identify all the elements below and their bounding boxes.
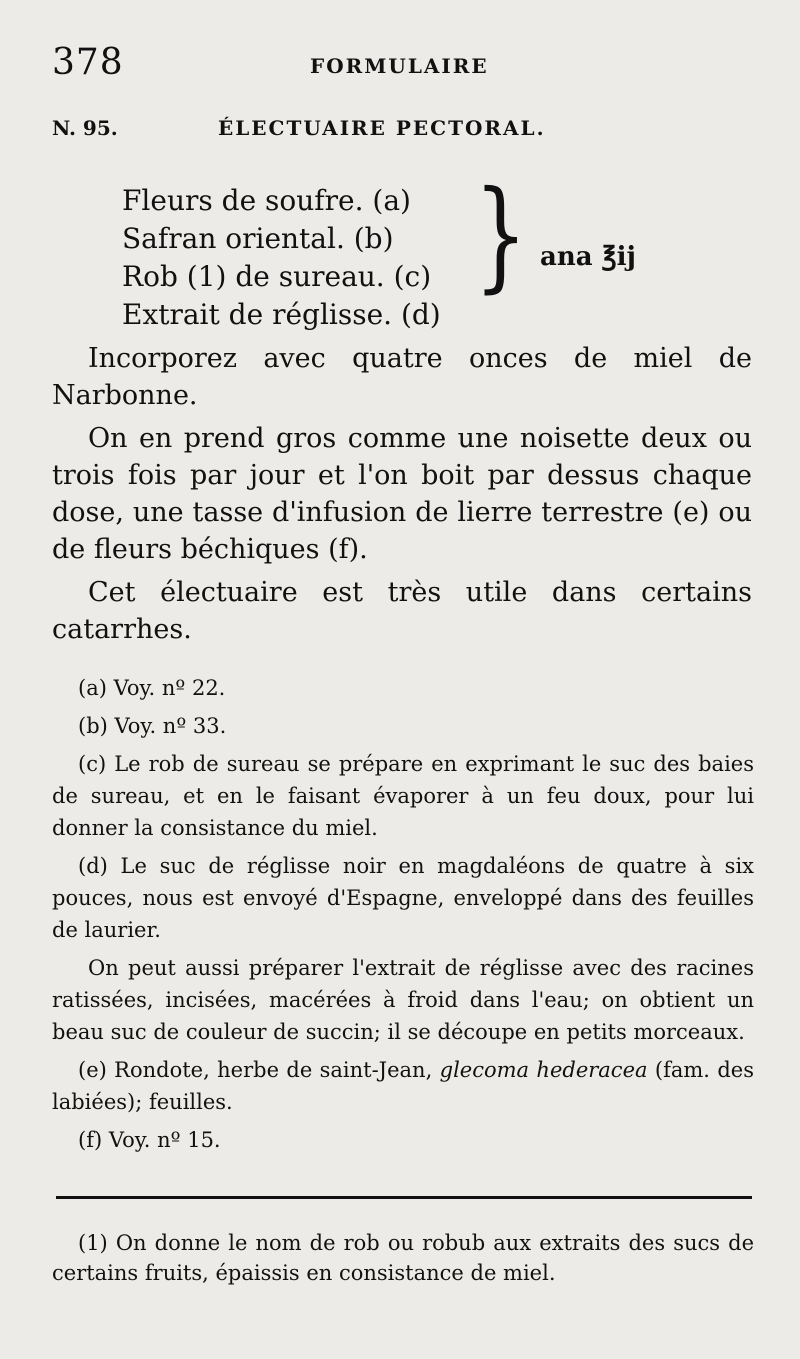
paragraph: Incorporez avec quatre onces de miel de Narbonne. <box>52 343 752 411</box>
footnote-text: (1) On donne le nom de rob ou robub aux extraits des sucs de certains fruits, épaissis en consistance de miel. <box>52 1231 754 1285</box>
note-e-end: (fam. des labiées); feuilles. <box>52 1058 754 1114</box>
formula-number: N. 95. <box>52 116 118 140</box>
ingredient-item: Rob (1) de sureau. (c) <box>122 260 432 293</box>
ingredient-item: Extrait de réglisse. (d) <box>122 298 441 331</box>
running-head: FORMULAIRE <box>310 54 489 78</box>
note-e <box>52 1054 754 1118</box>
note-f: (f) Voy. nº 15. <box>78 1128 221 1152</box>
footnote <box>52 1228 754 1288</box>
body-text <box>52 340 752 654</box>
formula-title: ÉLECTUAIRE PECTORAL. <box>218 116 546 140</box>
note-e-latin: glecoma hederacea <box>439 1058 648 1082</box>
ingredient-list <box>122 182 441 334</box>
note-a: (a) Voy. nº 22. <box>78 676 226 700</box>
dose-quantity: ana ℥ij <box>540 242 636 272</box>
note-d: (d) Le suc de réglisse noir en magdaléons de quatre à six pouces, nous est envoyé d'Espagne, enveloppé dans des feuilles de laurier. <box>52 854 754 942</box>
note-c: (c) Le rob de sureau se prépare en exprimant le suc des baies de sureau, et en le faisant évaporer à un feu doux, pour lui donner la consistance du miel. <box>52 752 754 840</box>
page-number: 378 <box>52 42 124 83</box>
ingredient-item: Safran oriental. (b) <box>122 222 394 255</box>
ingredient-item: Fleurs de soufre. (a) <box>122 184 411 217</box>
notes-section <box>52 672 754 1162</box>
paragraph: On en prend gros comme une noisette deux ou trois fois par jour et l'on boit par dessus chaque dose, une tasse d'infusion de lierre terrestre (e) ou de fleurs béchiques (f). <box>52 423 752 565</box>
paragraph: Cet électuaire est très utile dans certains catarrhes. <box>52 577 752 645</box>
note-e-start: (e) Rondote, herbe de saint-Jean, <box>78 1058 433 1082</box>
note-d-extra: On peut aussi préparer l'extrait de réglisse avec des racines ratissées, incisées, macérées à froid dans l'eau; on obtient un beau suc de couleur de succin; il se découpe en petits morceaux. <box>52 956 754 1044</box>
footnote-divider <box>56 1196 752 1199</box>
note-b: (b) Voy. nº 33. <box>78 714 227 738</box>
curly-brace-icon: } <box>474 166 528 305</box>
